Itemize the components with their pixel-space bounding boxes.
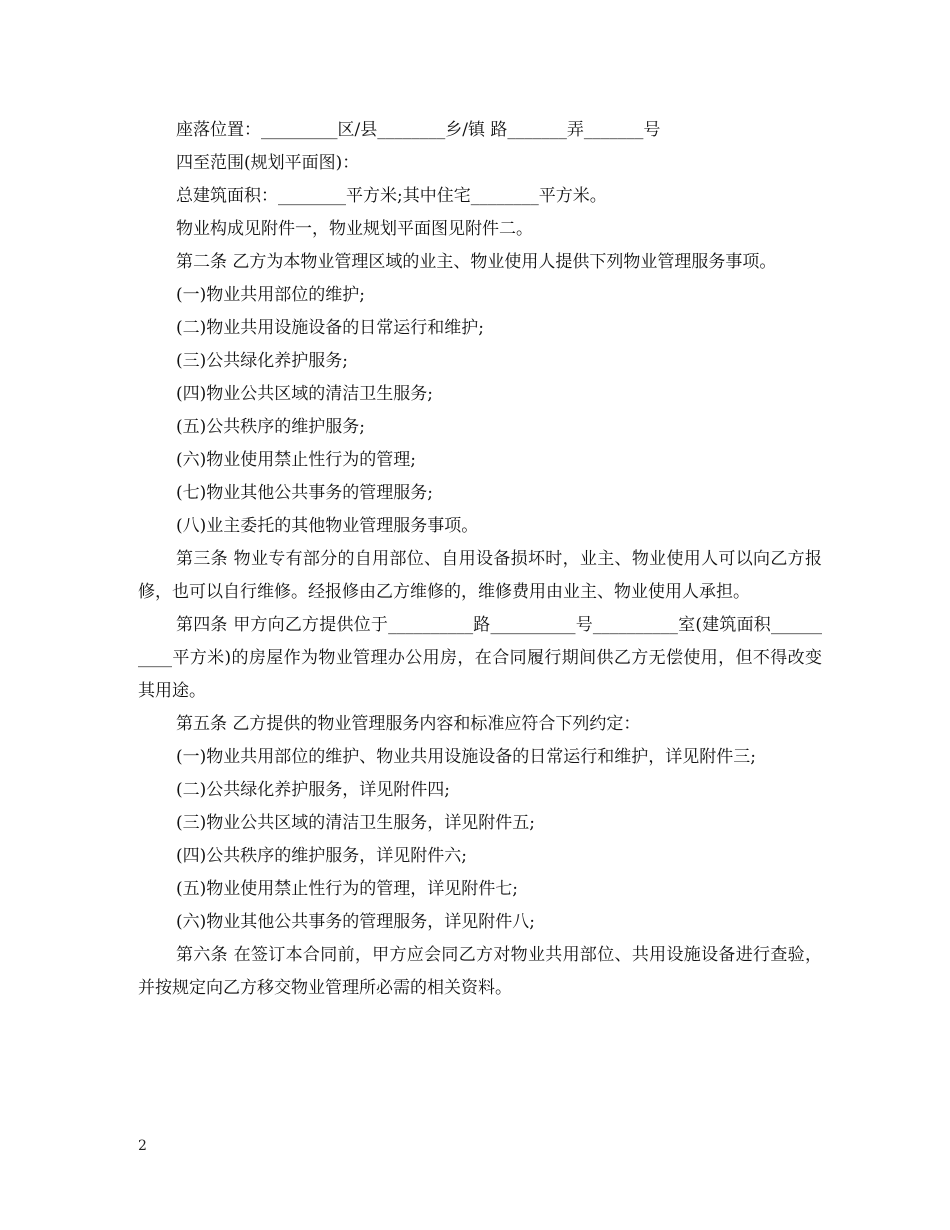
standard-item-2: (二)公共绿化养护服务，详见附件四; [176, 780, 450, 800]
article-five: 第五条 乙方提供的物业管理服务内容和标准应符合下列约定： [176, 714, 641, 734]
standard-item-3: (三)物业公共区域的清洁卫生服务，详见附件五; [176, 813, 535, 833]
standard-item-1: (一)物业共用部位的维护、物业共用设施设备的日常运行和维护，详见附件三; [176, 747, 756, 767]
document-body [138, 114, 822, 1005]
service-item-8: (八)业主委托的其他物业管理服务事项。 [176, 516, 479, 536]
location-line: 座落位置：_________区/县________乡/镇 路_______弄_______号 [176, 120, 661, 140]
article-three: 第三条 物业专有部分的自用部位、自用设备损坏时，业主、物业使用人可以向乙方报修，也可以自行维修。经报修由乙方维修的，维修费用由业主、物业使用人承担。 [138, 549, 822, 602]
service-item-2: (二)物业共用设施设备的日常运行和维护; [176, 318, 484, 338]
service-item-6: (六)物业使用禁止性行为的管理; [176, 450, 416, 470]
building-area-line: 总建筑面积：________平方米;其中住宅________平方米。 [176, 186, 607, 206]
service-item-7: (七)物业其他公共事务的管理服务; [176, 483, 433, 503]
article-four: 第四条 甲方向乙方提供位于__________路__________号__________室(建筑面积__________平方米)的房屋作为物业管理办公用房，在合同履行期间供乙方无偿使用，但不得改变其用途。 [138, 615, 822, 701]
page-number: 2 [138, 1138, 147, 1154]
service-item-5: (五)公共秩序的维护服务; [176, 417, 365, 437]
boundary-line: 四至范围(规划平面图)： [176, 153, 360, 173]
article-two: 第二条 乙方为本物业管理区域的业主、物业使用人提供下列物业管理服务事项。 [176, 252, 777, 272]
service-item-1: (一)物业共用部位的维护; [176, 285, 365, 305]
service-item-4: (四)物业公共区域的清洁卫生服务; [176, 384, 433, 404]
attachment-reference-line: 物业构成见附件一，物业规划平面图见附件二。 [176, 219, 533, 239]
article-six: 第六条 在签订本合同前，甲方应会同乙方对物业共用部位、共用设施设备进行查验，并按规定向乙方移交物业管理所必需的相关资料。 [138, 945, 822, 998]
standard-item-4: (四)公共秩序的维护服务，详见附件六; [176, 846, 467, 866]
service-item-3: (三)公共绿化养护服务; [176, 351, 348, 371]
standard-item-6: (六)物业其他公共事务的管理服务，详见附件八; [176, 912, 535, 932]
standard-item-5: (五)物业使用禁止性行为的管理，详见附件七; [176, 879, 518, 899]
